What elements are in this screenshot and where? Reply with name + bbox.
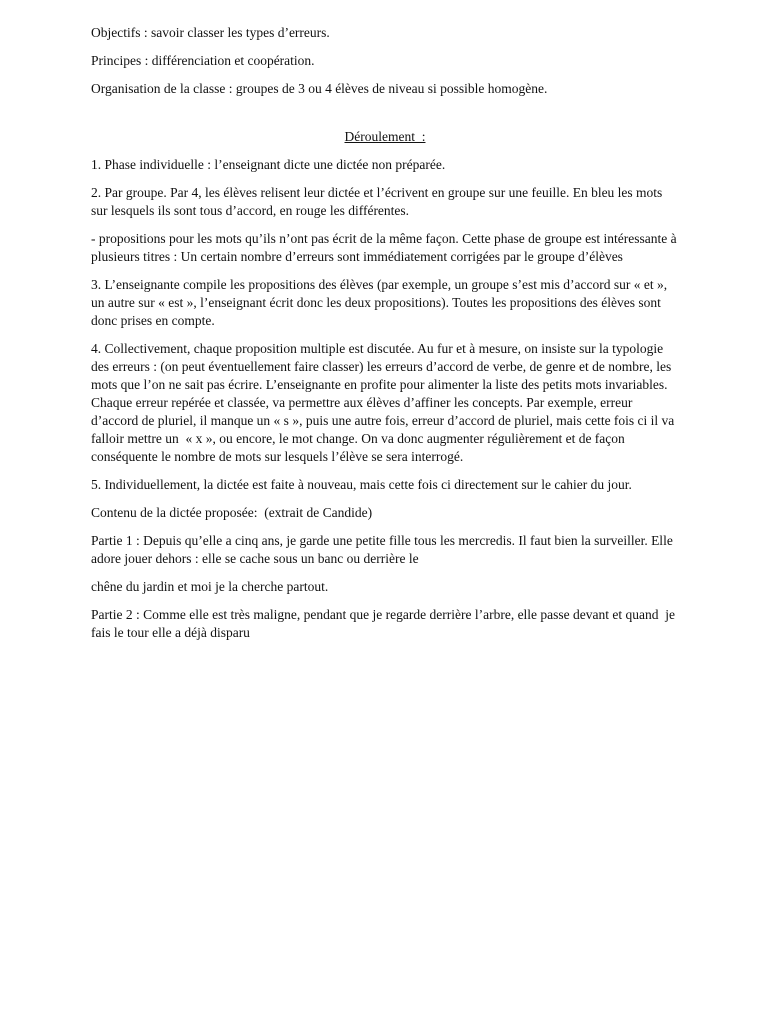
step-paragraph: 5. Individuellement, la dictée est faite à nouveau, mais cette fois ci directement sur le cahier du jour. — [91, 477, 632, 492]
document-page — [91, 24, 679, 652]
deroulement-heading-row — [91, 128, 679, 146]
step-paragraph: 1. Phase individuelle : l’enseignant dicte une dictée non préparée. — [91, 157, 446, 172]
objectifs-line: Objectifs : savoir classer les types d’erreurs. — [91, 25, 330, 40]
step-paragraph: - propositions pour les mots qu’ils n’ont pas écrit de la même façon. Cette phase de groupe est intéressante à plusieurs titres : Un certain nombre d’erreurs sont immédiatement corrigées par le groupe d’élèves — [91, 231, 680, 264]
dictee-partie-2: Partie 2 : Comme elle est très maligne, pendant que je regarde derrière l’arbre, elle passe devant et quand je fais le tour elle a déjà disparu — [91, 607, 679, 640]
step-paragraph: 3. L’enseignante compile les propositions des élèves (par exemple, un groupe s’est mis d’accord sur « et », un autre sur « est », l’enseignant écrit donc les deux propositions). Toutes les propositions des élèves sont donc prises en compte. — [91, 277, 671, 328]
dictee-partie-1: Partie 1 : Depuis qu’elle a cinq ans, je garde une petite fille tous les mercredis. Il faut bien la surveiller. Elle adore jouer dehors : elle se cache sous un banc ou derrière le — [91, 533, 677, 566]
principes-line: Principes : différenciation et coopération. — [91, 53, 315, 68]
dictee-intro: Contenu de la dictée proposée: (extrait de Candide) — [91, 505, 373, 520]
step-paragraph: 4. Collectivement, chaque proposition multiple est discutée. Au fur et à mesure, on insiste sur la typologie des erreurs : (on peut éventuellement faire classer) les erreurs d’accord de verbe, de genre et de nombre, les mots que l’on ne sait pas écrire. L’enseignante en profite pour alimenter la liste des petits mots invariables. Chaque erreur repérée et classée, va permettre aux élèves d’affiner les concepts. Par exemple, erreur d’accord de pluriel, il manque un « s », puis une autre fois, erreur d’accord de pluriel, mais cette fois ci il va falloir mettre un « x », ou encore, le mot change. On va donc augmenter régulièrement et de façon conséquente le nombre de mots sur lesquels l’élève se sera interrogé. — [91, 341, 678, 464]
dictee-partie-1-suite: chêne du jardin et moi je la cherche partout. — [91, 579, 329, 594]
step-paragraph: 2. Par groupe. Par 4, les élèves relisent leur dictée et l’écrivent en groupe sur une feuille. En bleu les mots sur lesquels ils sont tous d’accord, en rouge les différentes. — [91, 185, 666, 218]
deroulement-heading: Déroulement : — [344, 129, 426, 144]
organisation-line: Organisation de la classe : groupes de 3 ou 4 élèves de niveau si possible homogène. — [91, 81, 548, 96]
